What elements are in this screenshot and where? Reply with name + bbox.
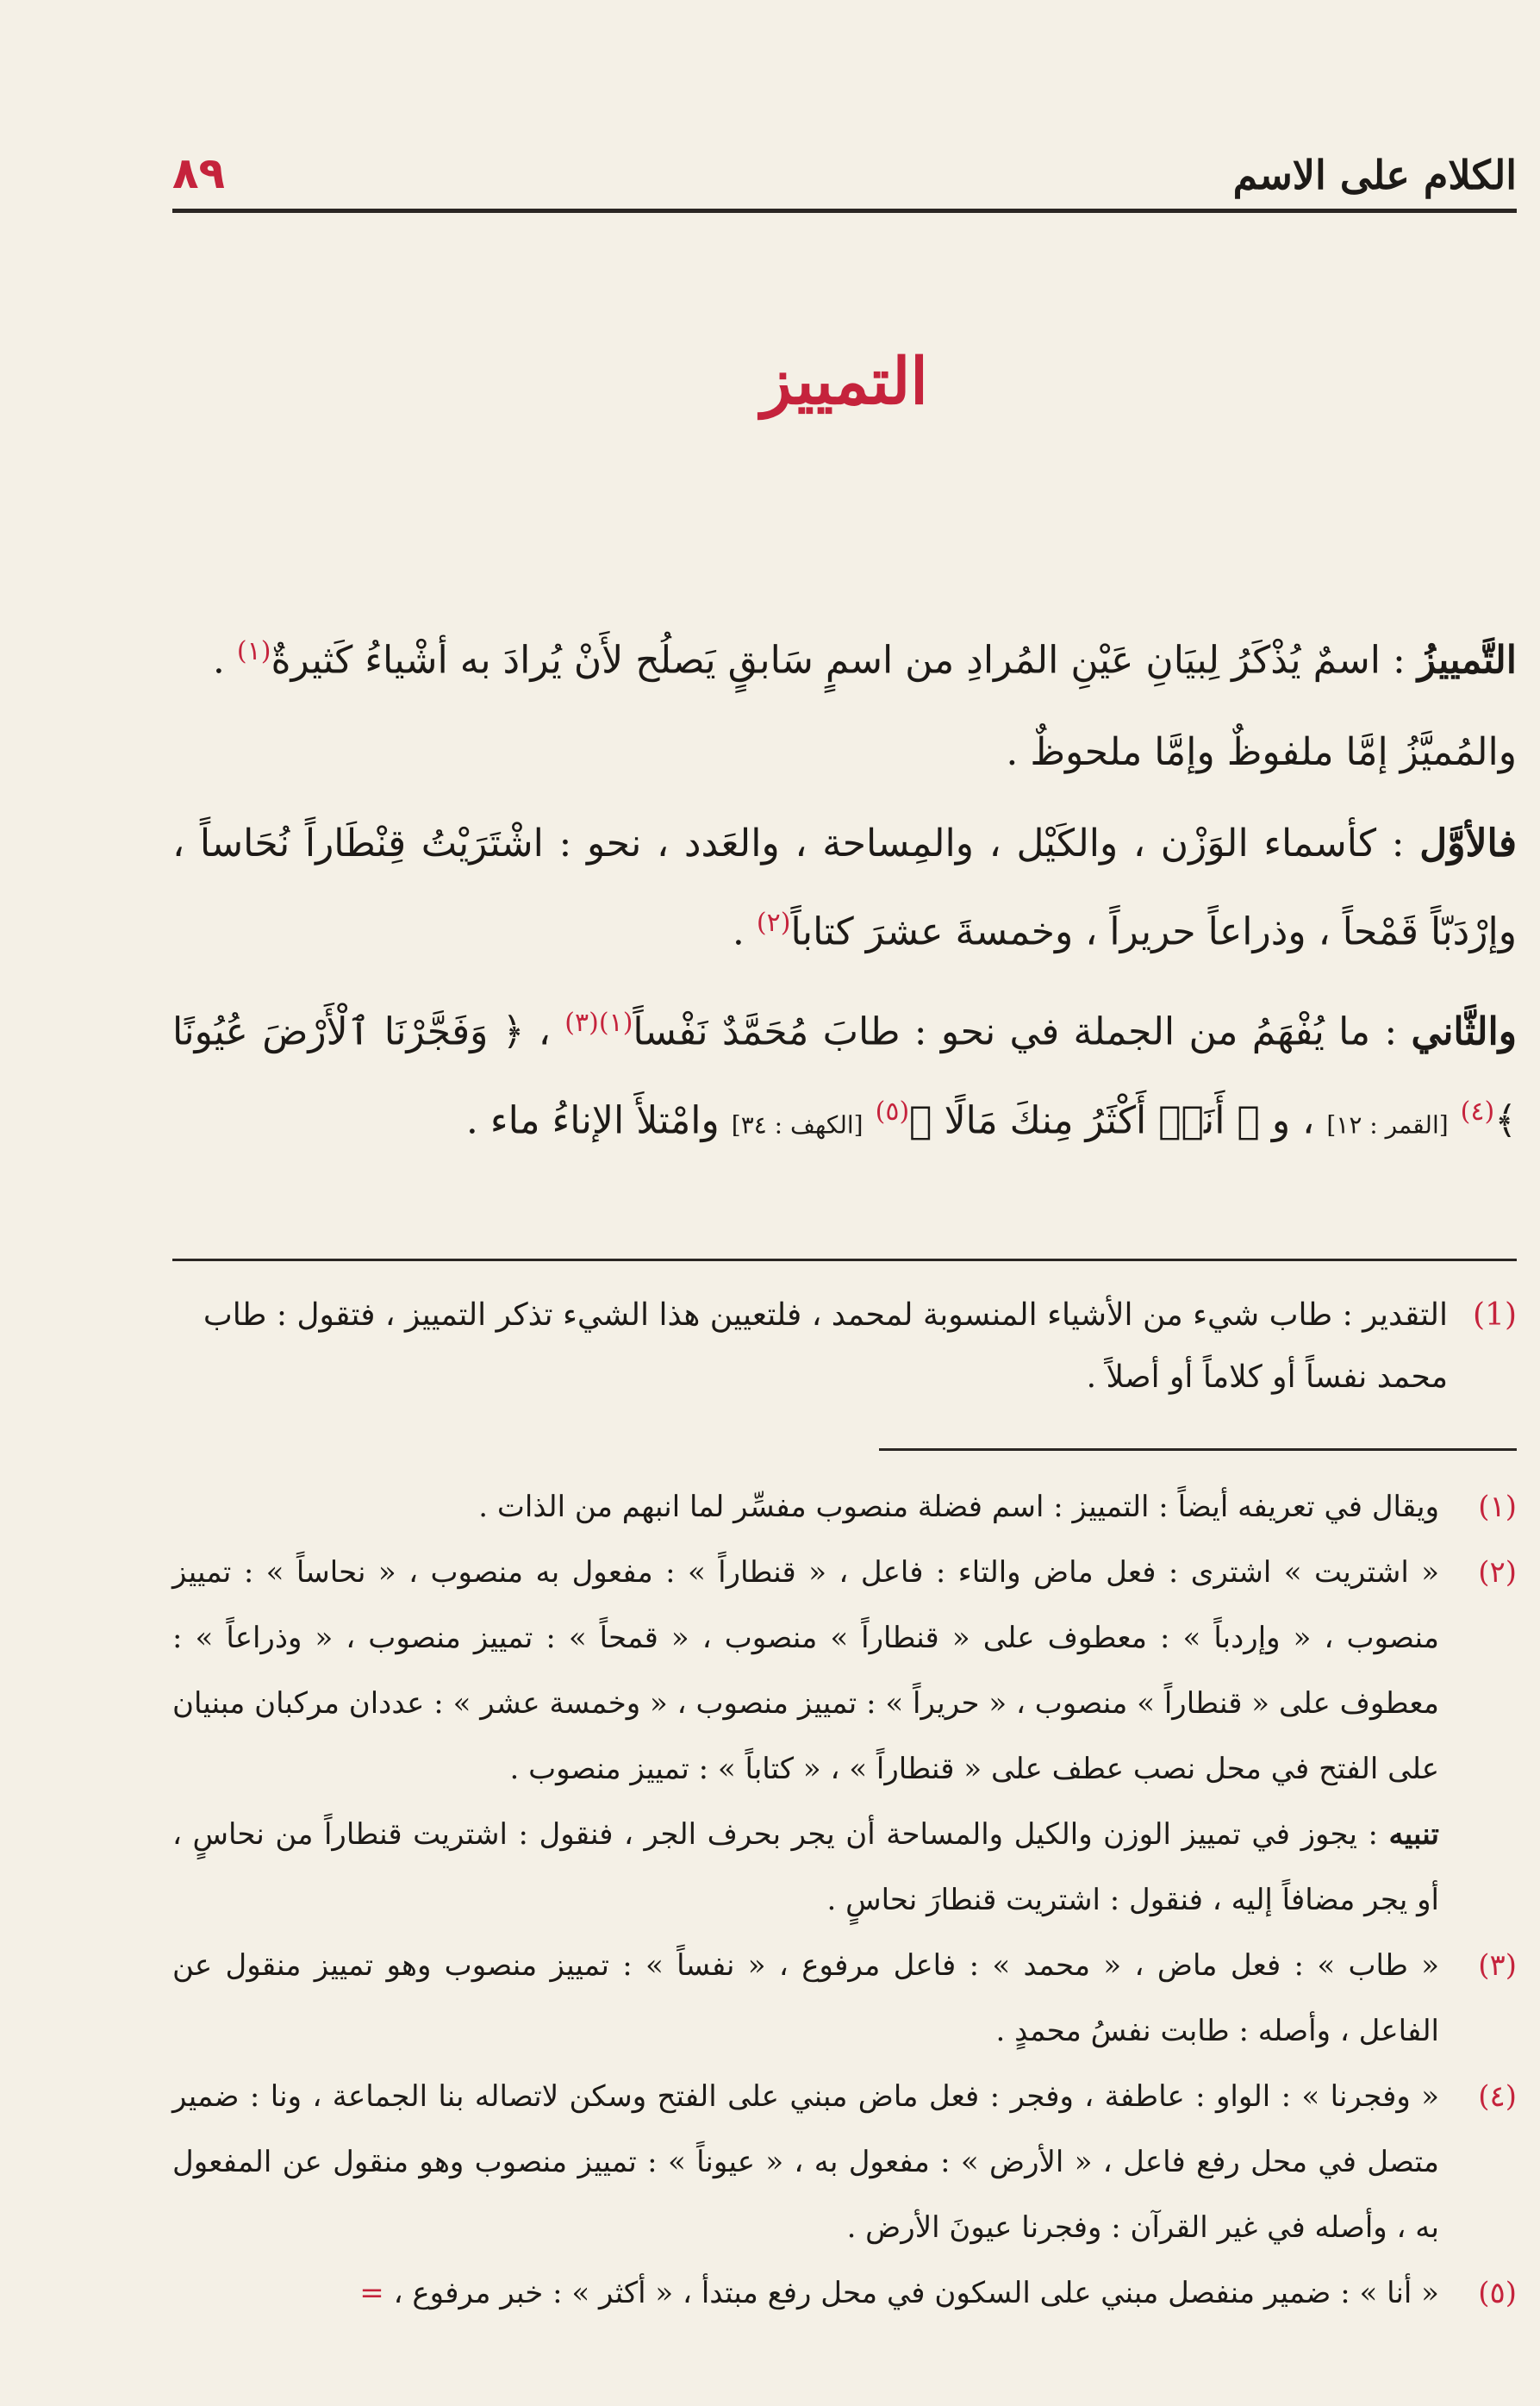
running-header xyxy=(172,121,1517,213)
first-type-text: : كأسماء الوَزْن ، والكَيْل ، والمِساحة ، والعَدد ، نحو : اشْتَرَيْتُ قِنْطَاراً نُحَاساً ، وإرْدَبّاً قَمْحاً ، وذراعاً حريراً ، وخمسةَ عشرَ كتاباً xyxy=(172,821,1517,954)
footnote-item xyxy=(172,2064,1517,2260)
note-text: : يجوز في تمييز الوزن والكيل والمساحة أن يجر بحرف الجر ، فنقول : اشتريت قنطاراً من نحاسٍ ، أو يجر مضافاً إليه ، فنقول : اشتريت قنطارَ نحاسٍ . xyxy=(172,1817,1439,1917)
footnote-ref: (٤) xyxy=(1460,1096,1495,1127)
chapter-title: التمييز xyxy=(761,345,928,419)
footnote-text: « وفجرنا » : الواو : عاطفة ، وفجر : فعل ماض مبني على الفتح وسكن لاتصاله بنا الجماعة ، ونا : ضمير متصل في محل رفع فاعل ، « الأرض » : مفعول به ، « عيوناً » : تمييز منصوب وهو منقول عن المفعول به ، وأصله في غير القرآن : وفجرنا عيونَ الأرض . xyxy=(172,2079,1439,2245)
definition-paragraph xyxy=(172,612,1517,701)
footnote-item xyxy=(172,2260,1517,2326)
commentary-ref: (١) xyxy=(598,1008,633,1039)
footnote-number: (٥) xyxy=(1478,2276,1517,2310)
page-number: ٨٩ xyxy=(172,148,226,198)
footnote-ref: (٣) xyxy=(564,1008,599,1039)
second-type-end: وامْتلأَ الإناءُ ماء . xyxy=(465,1098,720,1143)
types-text: والمُميَّزُ إمَّا ملفوظٌ وإمَّا ملحوظٌ . xyxy=(1006,729,1517,774)
footnote-number: (٤) xyxy=(1478,2079,1517,2114)
footnote-text: « طاب » : فعل ماض ، « محمد » : فاعل مرفوع ، « نفساً » : تمييز منصوب وهو تمييز منقول عن الفاعل ، وأصله : طابت نفسُ محمدٍ . xyxy=(172,1948,1439,2048)
note-paragraph xyxy=(172,1802,1517,1933)
footnote-text: « اشتريت » اشترى : فعل ماض والتاء : فاعل ، « قنطاراً » : مفعول به منصوب ، « نحاساً » : تمييز منصوب ، « وإردباً » : معطوف على « قنطاراً » منصوب ، « قمحاً » : تمييز منصوب ، « وذراعاً » : معطوف على « قنطاراً » منصوب ، « حريراً » : تمييز منصوب ، « وخمسة عشر » : عددان مركبان مبنيان على الفتح في محل نصب عطف على « قنطاراً » ، « كتاباً » : تمييز منصوب . xyxy=(172,1555,1439,1786)
term-first: فالأوَّل xyxy=(1419,821,1517,866)
note-label: تنبيه xyxy=(1388,1817,1440,1852)
commentary-text: التقدير : طاب شيء من الأشياء المنسوبة لمحمد ، فلتعيين هذا الشيء تذكر التمييز ، فتقول : طاب محمد نفساً أو كلاماً أو أصلاً . xyxy=(203,1297,1448,1395)
footnote-item xyxy=(172,1474,1517,1540)
separator: ، و xyxy=(1271,1098,1315,1143)
separator: ، xyxy=(538,1009,551,1054)
types-paragraph xyxy=(172,713,1517,792)
footnote-item xyxy=(172,1540,1517,1802)
main-text xyxy=(172,612,1517,1178)
term-second: والثَّاني xyxy=(1411,1009,1517,1054)
footnote-text xyxy=(172,2260,1439,2326)
footnote-text-content: « أنا » : ضمير منفصل مبني على السكون في محل رفع مبتدأ ، « أكثر » : خبر مرفوع ، xyxy=(393,2276,1439,2310)
footnote-number: (١) xyxy=(1478,1490,1517,1524)
commentary-note xyxy=(172,1284,1517,1409)
definition-text: : اسمٌ يُذْكَرُ لِبيَانِ عَيْنِ المُرادِ من اسمٍ سَابقٍ يَصلُح لأَنْ يُرادَ به أشْياءُ كَثيرةٌ xyxy=(271,638,1406,683)
footnote-divider xyxy=(879,1448,1517,1451)
book-page xyxy=(172,103,1517,2362)
commentary-number: (1) xyxy=(1473,1297,1517,1333)
footnote-item xyxy=(172,1933,1517,2064)
text-divider xyxy=(172,1259,1517,1261)
term-tamyiz: التَّمييزُ xyxy=(1417,638,1517,683)
continuation-mark: = xyxy=(359,2276,384,2310)
header-title: الكلام على الاسم xyxy=(1232,152,1517,198)
footnotes xyxy=(172,1474,1517,2326)
second-type-text: : ما يُفْهَمُ من الجملة في نحو : طابَ مُحَمَّدٌ نَفْساً xyxy=(633,1009,1398,1054)
footnote-number: (٣) xyxy=(1478,1948,1517,1983)
quran-verse-qamar: ﴿ وَفَجَّرْنَا ٱلْأَرْضَ عُيُونًا ﴾ xyxy=(172,1009,1517,1143)
footnote-ref: (٢) xyxy=(756,907,791,938)
first-type-paragraph xyxy=(172,804,1517,972)
citation-kahf: [الكهف : ٣٤] xyxy=(731,1110,864,1140)
footnote-number: (٢) xyxy=(1478,1555,1517,1590)
footnote-ref: (١) xyxy=(236,636,271,666)
footnote-ref: (٥) xyxy=(875,1096,910,1127)
footnote-text: ويقال في تعريفه أيضاً : التمييز : اسم فضلة منصوب مفسِّر لما انبهم من الذات . xyxy=(478,1490,1439,1524)
quran-verse-kahf: ﴿ أَنَا۠ أَكْثَرُ مِنكَ مَالًا ﴾ xyxy=(909,1098,1260,1143)
definition-end: . xyxy=(212,638,225,683)
first-type-end: . xyxy=(732,909,745,954)
citation-qamar: [القمر : ١٢] xyxy=(1326,1110,1449,1140)
second-type-paragraph xyxy=(172,984,1517,1165)
